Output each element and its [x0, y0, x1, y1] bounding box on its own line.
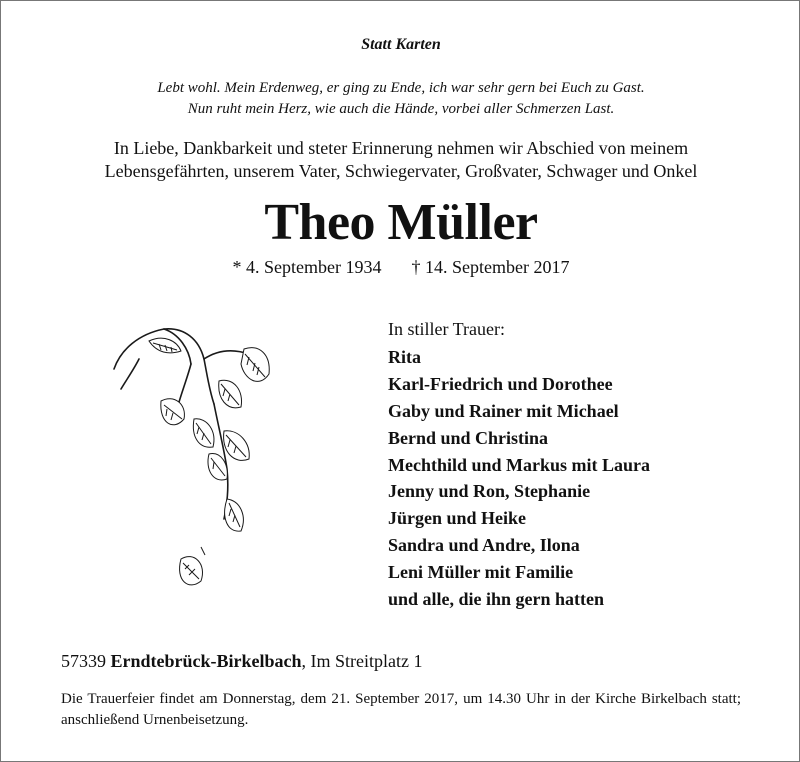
intro-line: Lebensgefährten, unserem Vater, Schwiegervater, Großvater, Schwager und Onkel	[104, 161, 698, 181]
birth-date: * 4. September 1934	[232, 257, 382, 277]
mourner-name: Karl-Friedrich und Dorothee	[388, 373, 613, 394]
address-postcode: 57339	[61, 651, 106, 671]
intro-text	[1, 137, 800, 183]
address-street: , Im Streitplatz 1	[301, 651, 423, 671]
mourner-name: Jenny und Ron, Stephanie	[388, 481, 591, 502]
poem-line: Lebt wohl. Mein Erdenweg, er ging zu Ende, ich war sehr gern bei Euch zu Gast.	[157, 80, 645, 96]
mourner-name: Sandra und Andre, Ilona	[388, 535, 580, 556]
deceased-name: Theo Müller	[264, 194, 538, 251]
death-date: † 14. September 2017	[411, 257, 570, 277]
address-town: Erndtebrück-Birkelbach	[110, 651, 302, 671]
birch-leaves-icon	[109, 319, 289, 609]
intro-line: In Liebe, Dankbarkeit und steter Erinnerung nehmen wir Abschied von meinem	[113, 138, 689, 158]
mourner-name: Mechthild und Markus mit Laura	[388, 454, 651, 475]
mourners-heading: In stiller Trauer:	[388, 319, 505, 339]
mourner-name: und alle, die ihn gern hatten	[388, 589, 605, 610]
mourner-name: Jürgen und Heike	[388, 508, 527, 529]
mourners-list	[388, 344, 650, 613]
funeral-info: Die Trauerfeier findet am Donnerstag, dem 21. September 2017, um 14.30 Uhr in der Kirche Birkelbach statt; anschließend Urnenbeisetzung.	[61, 691, 741, 728]
mourner-name: Leni Müller mit Familie	[388, 562, 574, 583]
statt-karten-label: Statt Karten	[361, 36, 441, 53]
life-dates	[1, 256, 800, 278]
poem-line: Nun ruht mein Herz, wie auch die Hände, vorbei aller Schmerzen Last.	[187, 101, 615, 117]
address	[61, 650, 423, 672]
mourner-name: Bernd und Christina	[388, 427, 549, 448]
mourner-name: Gaby und Rainer mit Michael	[388, 400, 619, 421]
mourner-name: Rita	[388, 347, 421, 367]
poem	[1, 78, 800, 120]
